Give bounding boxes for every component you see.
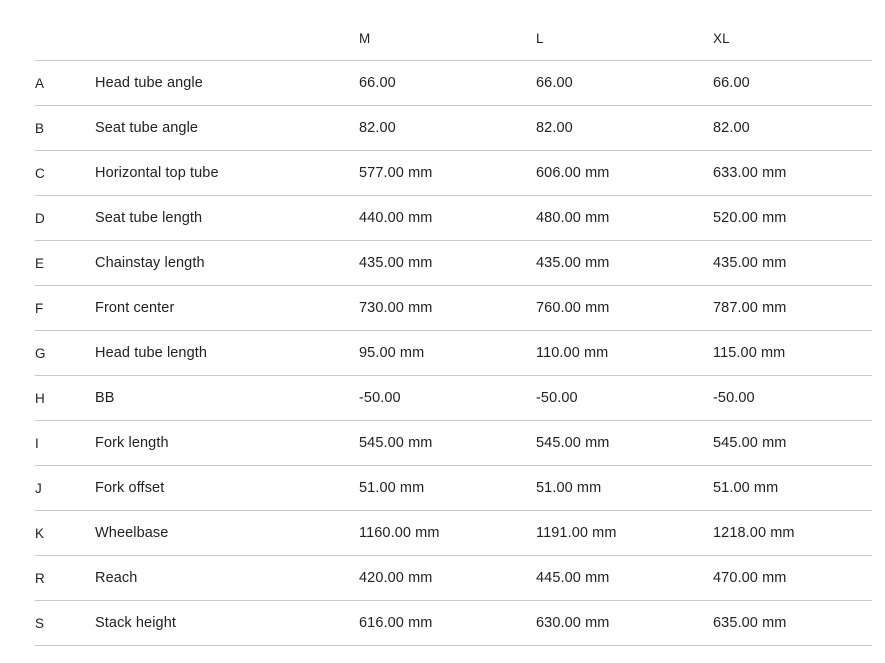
- row-value-m: 435.00 mm: [359, 255, 433, 271]
- row-value-xl: 82.00: [713, 120, 750, 136]
- table-row: [35, 106, 872, 151]
- row-value-m: -50.00: [359, 390, 401, 406]
- table-row: [35, 556, 872, 601]
- row-value-m: 440.00 mm: [359, 210, 433, 226]
- row-letter: K: [35, 525, 45, 541]
- row-value-xl: 520.00 mm: [713, 210, 787, 226]
- row-letter: E: [35, 255, 45, 271]
- table-row: [35, 376, 872, 421]
- row-value-m: 420.00 mm: [359, 570, 433, 586]
- header-size-m: M: [359, 30, 371, 46]
- row-value-xl: -50.00: [713, 390, 755, 406]
- row-letter: F: [35, 300, 44, 316]
- row-value-m: 616.00 mm: [359, 615, 433, 631]
- row-letter: D: [35, 210, 45, 226]
- row-value-xl: 545.00 mm: [713, 435, 787, 451]
- row-measurement-name: Fork offset: [95, 480, 165, 496]
- row-value-m: 1160.00 mm: [359, 525, 440, 541]
- row-value-m: 545.00 mm: [359, 435, 433, 451]
- row-measurement-name: Head tube length: [95, 345, 208, 361]
- row-value-m: 51.00 mm: [359, 480, 425, 496]
- row-value-xl: 115.00 mm: [713, 345, 786, 361]
- row-value-l: 760.00 mm: [536, 300, 610, 316]
- table-row: [35, 151, 872, 196]
- row-measurement-name: Head tube angle: [95, 75, 203, 91]
- table-row: [35, 421, 872, 466]
- row-letter: S: [35, 615, 45, 631]
- table-body: [35, 61, 872, 646]
- row-value-l: 435.00 mm: [536, 255, 610, 271]
- row-measurement-name: Seat tube length: [95, 210, 203, 226]
- header-size-l: L: [536, 30, 544, 46]
- row-value-l: 606.00 mm: [536, 165, 610, 181]
- row-measurement-name: Stack height: [95, 615, 176, 631]
- row-value-l: 110.00 mm: [536, 345, 609, 361]
- header-size-xl: XL: [713, 30, 730, 46]
- row-measurement-name: Wheelbase: [95, 525, 169, 541]
- row-value-m: 730.00 mm: [359, 300, 433, 316]
- row-value-m: 82.00: [359, 120, 396, 136]
- row-value-l: -50.00: [536, 390, 578, 406]
- row-measurement-name: BB: [95, 390, 115, 406]
- row-value-xl: 66.00: [713, 75, 750, 91]
- table-row: [35, 286, 872, 331]
- row-letter: J: [35, 480, 42, 496]
- row-letter: R: [35, 570, 45, 586]
- row-measurement-name: Fork length: [95, 435, 169, 451]
- row-value-xl: 51.00 mm: [713, 480, 779, 496]
- table-row: [35, 331, 872, 376]
- row-letter: B: [35, 120, 45, 136]
- row-letter: C: [35, 165, 45, 181]
- row-value-xl: 633.00 mm: [713, 165, 787, 181]
- row-measurement-name: Seat tube angle: [95, 120, 199, 136]
- row-value-l: 66.00: [536, 75, 573, 91]
- row-letter: A: [35, 75, 45, 91]
- row-value-l: 1191.00 mm: [536, 525, 617, 541]
- row-value-xl: 470.00 mm: [713, 570, 787, 586]
- row-value-m: 66.00: [359, 75, 396, 91]
- table-header-row: [35, 16, 872, 61]
- row-value-l: 480.00 mm: [536, 210, 610, 226]
- row-measurement-name: Horizontal top tube: [95, 165, 219, 181]
- row-value-l: 545.00 mm: [536, 435, 610, 451]
- row-value-xl: 1218.00 mm: [713, 525, 795, 541]
- row-measurement-name: Reach: [95, 570, 138, 586]
- row-value-m: 577.00 mm: [359, 165, 433, 181]
- table-row: [35, 61, 872, 106]
- row-letter: I: [35, 435, 39, 451]
- row-value-l: 630.00 mm: [536, 615, 610, 631]
- row-measurement-name: Front center: [95, 300, 175, 316]
- row-value-xl: 435.00 mm: [713, 255, 787, 271]
- table-row: [35, 241, 872, 286]
- row-value-m: 95.00 mm: [359, 345, 425, 361]
- row-letter: G: [35, 345, 46, 361]
- table-row: [35, 601, 872, 646]
- row-value-xl: 787.00 mm: [713, 300, 787, 316]
- table-row: [35, 196, 872, 241]
- row-value-xl: 635.00 mm: [713, 615, 787, 631]
- table-row: [35, 466, 872, 511]
- row-measurement-name: Chainstay length: [95, 255, 205, 271]
- geometry-table: [35, 16, 872, 646]
- row-letter: H: [35, 390, 45, 406]
- row-value-l: 51.00 mm: [536, 480, 602, 496]
- row-value-l: 445.00 mm: [536, 570, 610, 586]
- row-value-l: 82.00: [536, 120, 573, 136]
- table-row: [35, 511, 872, 556]
